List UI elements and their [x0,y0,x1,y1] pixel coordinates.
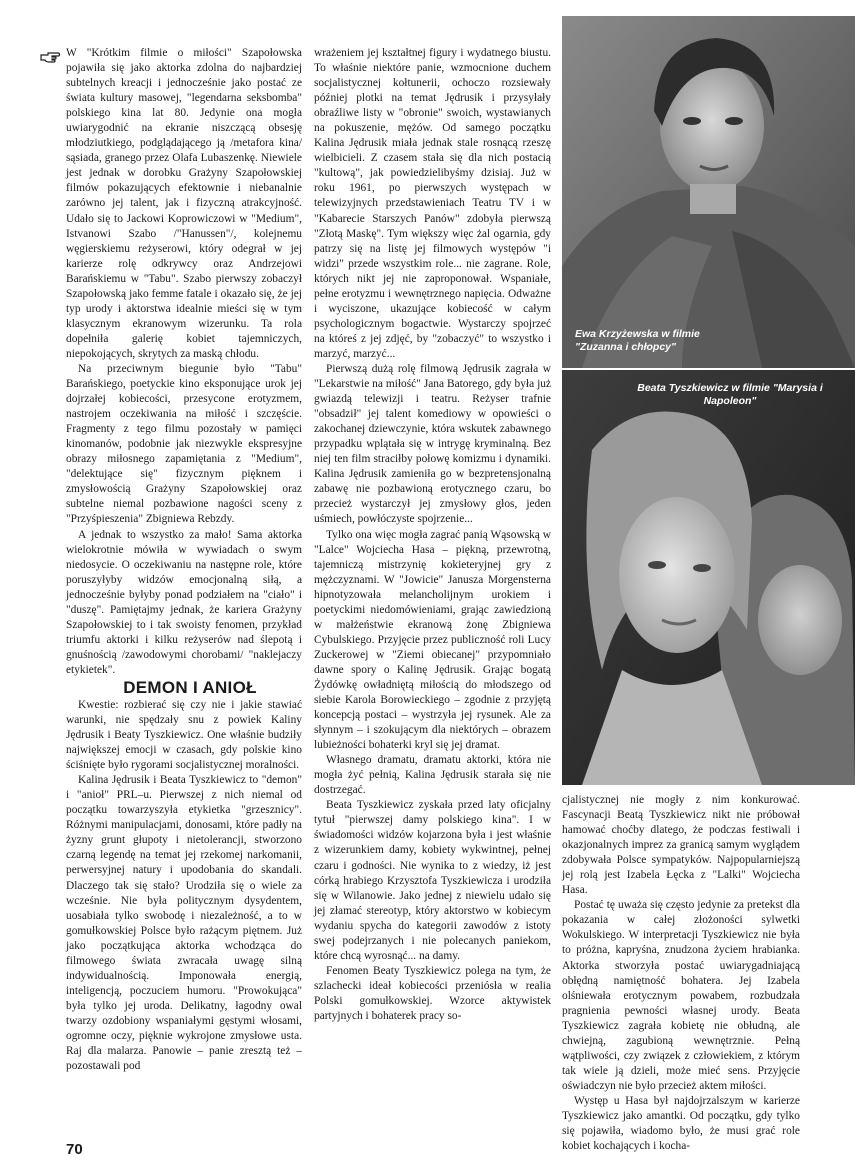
text-column-3 [562,793,800,1153]
photo-caption-2: Beata Tyszkiewicz w filmie "Marysia i Napoleon" [637,382,823,407]
paragraph: Kalina Jędrusik i Beata Tyszkiewicz to "demon" i "anioł" PRL–u. Pierwszej z nich niemal od początku towarzyszyła etykietka "grzesznicy". Różnymi manipulacjami, donosami, które padły na żyzny grunt głupoty i nietolerancji, stworzono czarną legendę na temat jej rzekomej narkomanii, perwersyjnej natury i upodobania do skandali. Dlaczego tak się stało? Urodziła się o wiele za wcześnie. Nie była politycznym dysydentem, uosabiała tylko swobodę i niezależność, a to w gomułkowskiej Polsce było rażącym piętnem. Już jako początkująca aktorka wchodząca do filmowego świata zwracała uwagę silną indywidualnością. Imponowała energią, inteligencją, poczuciem humoru. "Prowokująca" była tylko jej uroda. Delikatny, łagodny owal twarzy ozdobiony wspaniałymi gęstymi włosami, ogromne oczy, pięknie wykrojone zmysłowe usta. Raj dla malarza. Panowie – panie zresztą też – pozostawali pod [66,774,302,1073]
paragraph: W "Krótkim filmie o miłości" Szapołowska pojawiła się jako aktorka zdolna do najbardziej subtelnych kreacji i jednocześnie jako postać ze świata kultury masowej, "legendarna seksbomba" polskiego kina lat 80. Jedynie ona mogła uwiarygodnić na ekranie niszczącą obsesję młodziutkiego, podglądającego ją /metafora kina/ sąsiada, granego przez Olafa Lubaszenkę. Niewiele jest jednak w dorobku Grażyny Szapołowskiej filmów pokazujących efektownie i niebanalnie zarówno jej talent, jak i fizyczną atrakcyjność. Udało się to Jackowi Koprowiczowi w "Medium", Istvanowi Szabo /"Hanussen"/, kolejnemu węgierskiemu reżyserowi, który odegrał w jej karierze rolę odkrywcy oraz Andrzejowi Barańskiemu w "Tabu". Szabo pierwszy zobaczył Szapołowską jako femme fatale i okazało się, że jej typ urody i aktorstwa idealnie mieści się w tym klasycznym ekranowym wizerunku. Ta rola dopełniła galerię kobiet tajemniczych, niepokojących, skrytych za maską chłodu. [66,47,302,360]
page-number: 70 [66,1141,83,1158]
paragraph: Na przeciwnym biegunie było "Tabu" Barańskiego, poetyckie kino eksponujące urok jej dojrzałej kobiecości, przesycone erotyzmem, nastrojem oczekiwania na miłość i szczęście. Fragmenty z tego filmu pozostały w pamięci kinomanów, podobnie jak niezwykle ekspresyjne obrazy miłosnego zapamiętania z "Medium", "delektujące się" fizycznym pięknem i zmysłowością Grażyny Szapołowskiej oraz subtelne niemal pozbawione nagości sceny z "Przyśpieszenia" Zbigniewa Rebzdy. [66,362,302,526]
paragraph: wrażeniem jej kształtnej figury i wydatnego biustu. To właśnie niektóre panie, wzmocnione duchem socjalistycznej kołtunerii, ochoczo rozsiewały później plotki na temat Jędrusik i przysyłały obraźliwe listy w "obronie" swoich, wystawianych na pokuszenie, mężów. Od samego początku Kalina Jędrusik miała jednak stale rosnącą rzeszę wielbicieli. Z czasem stała się dla nich postacią "kultową", jak powiedzielibyśmy dzisiaj. Już w roku 1961, po pierwszych występach w telewizyjnych przedstawieniach Teatru TV i w "Kabarecie Starszych Panów" zdobyła pierwszą "Złotą Maskę". Tym większy więc żal ogarnia, gdy patrzy się na listę jej filmowych występów "i widzi" przede wszystkim role... nie zagrane. Role, których nikt jej nie zaproponował. Wspaniałe, pełne erotyzmu i wewnętrznego napięcia. Odważne i wyciszone, ukazujące kobiecość w całym psychologicznym bogactwie. Wystarczy spojrzeć na któreś z jej zdjęć, by "zobaczyć" to wszystko i marzyć, marzyć... [314,47,551,360]
pointing-hand-icon [40,50,60,64]
text-column-2 [314,46,551,1140]
photo-ewa-krzyzewska [562,16,855,368]
photo-caption-1: Ewa Krzyżewska w filmie "Zuzanna i chłopcy" [575,328,700,353]
paragraph: Beata Tyszkiewicz zyskała przed laty oficjalny tytuł "pierwszej damy polskiego kina". I w świadomości widzów kojarzona była i jest właśnie z wizerunkiem damy, kobiety wykwintnej, pełnej czaru i godności. Nie wynika to z wiedzy, iż jest córką hrabiego Krzysztofa Tyszkiewicza i urodziła się w Wilanowie. Jako jednej z niewielu udało się jej złamać stereotyp, który aktorstwo w kobiecym wydaniu spycha do kategorii zawodów z istoty swej podejrzanych i nie polecanych paniekom, które chcą wyrosnąć... na damy. [314,799,551,962]
section-heading: DEMON I ANIOŁ [123,677,257,697]
text-column-1 [66,46,302,1140]
paragraph: Występ u Hasa był najdojrzalszym w karierze Tyszkiewicz jako amantki. Od początku, gdy tylko się pojawiła, wiadomo było, że musi grać role kobiet kochających i kocha- [562,1094,800,1153]
paragraph: Pierwszą dużą rolę filmową Jędrusik zagrała w "Lekarstwie na miłość" Jana Batorego, gdy była już gwiazdą telewizji i teatru. Reżyser trafnie "obsadził" jej talent komediowy w opowieści o zakochanej dziewczynie, która wskutek zabawnego przypadku wplątała się w intrygę kryminalną. Bez niej ten film straciłby połowę komizmu i dynamiki. Kalina Jędrusik zamieniła go w bezpretensjonalną zabawę nie pozbawioną erotycznego czaru, bo przecież wystarczył jej zmysłowy głos, jeden uśmiech, powłóczyste spojrzenie... [314,362,551,526]
paragraph: cjalistycznej nie mogły z nim konkurować. Fascynacji Beatą Tyszkiewicz nikt nie próbował hamować choćby dlatego, że podczas festiwali i okazjonalnych imprez za granicą samym wyglądem zdobywała Polsce sympatyków. Najpopularniejszą jej rolą jest Izabela Łęcka z "Lalki" Wojciecha Hasa. [562,794,800,897]
paragraph: A jednak to wszystko za mało! Sama aktorka wielokrotnie mówiła w wywiadach o swym niedosycie. O oczekiwaniu na następne role, które poruszyłyby widzów emocjonalną siłą, a jednocześnie byłyby ponad podziałem na "ciało" i "duszę". Pamiętajmy jednak, że kariera Grażyny Szapołowskiej to i tak swoisty fenomen, przykład triumfu aktorki i kilku reżyserów nad ślepotą i gnuśnością /zawodowymi chorobami/ "naklejaczy etykietek". [66,528,302,676]
paragraph: Własnego dramatu, dramatu aktorki, która nie mogła żyć pełnią, Kalina Jędrusik starała się nie dostrzegać. [314,754,551,797]
photo-beata-tyszkiewicz [562,370,855,785]
paragraph: Kwestie: rozbierać się czy nie i jakie stawiać warunki, nie spędzały snu z powiek Kaliny Jędrusik i Beaty Tyszkiewicz. One właśnie budziły największej emocji w czasach, gdy polskie kino ściśnięte było rygorami socjalistycznej moralności. [66,698,302,772]
paragraph: Tylko ona więc mogła zagrać panią Wąsowską w "Lalce" Wojciecha Hasa – piękną, przewrotną, tajemniczą mistrzynię kokieteryjnej gry z mężczyznami. W "Jowicie" Janusza Morgensterna hipnotyzowała melancholijnym urokiem i poetyckimi niedomówieniami, grając zawiedzioną w małżeństwie ekranową żonę Zbigniewa Cybulskiego. Przyjęcie przez publiczność roli Lucy Zuckerowej w "Ziemi obiecanej" przypomniało dawne spory o Kalinę Jędrusik. Grając bogatą Żydówkę owładniętą miłością do młodszego od siebie Karola Borowieckiego – zgodnie z przyjętą koncepcją postaci – wystrzyła jej rysunek. Ale za słynnym – i szokującym dla niektórych – obrazem lubieżności bohaterki kryl się jej dramat. [314,528,551,752]
paragraph: Postać tę uważa się często jedynie za pretekst dla pokazania w całej złożoności sylwetki Wokulskiego. W interpretacji Tyszkiewicz nie była to próżna, kapryśna, znudzona życiem hrabianka. Aktorka stworzyła postać uwiarygadniającą obłędną namiętność bohatera. Jej Izabela olśniewała erotycznym powabem, rozbudzała pragnienia pewności własnej urody. Beata Tyszkiewicz zagrała kobietę nie obłudną, ale chwiejną, zagubioną wewnętrznie. Pełną wątpliwości, czy związek z człowiekiem, z którym tak wiele ją dzieli, może mieć sens. Przyjęcie oświadczyn nie było przecież aktem miłości. [562,899,800,1092]
paragraph: Fenomen Beaty Tyszkiewicz polega na tym, że szlachecki ideał kobiecości przeniósła w realia Polski gomułkowskiej. Wzorce aktywistek partyjnych i bohaterek pracy so- [314,964,551,1022]
